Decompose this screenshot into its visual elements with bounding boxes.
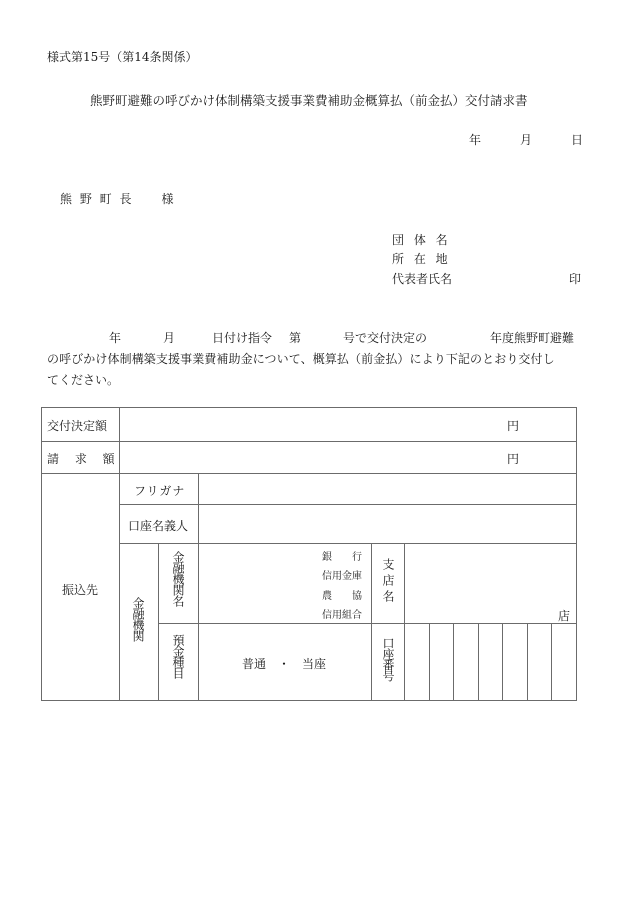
- institution-type-bank: 銀 行: [322, 552, 362, 563]
- institution-type-shinkin: 信用金庫: [322, 571, 362, 582]
- account-number-field[interactable]: [405, 624, 576, 700]
- body-month: 月: [163, 331, 176, 345]
- address-label: 所 在 地: [392, 252, 451, 266]
- org-name-label: 団 体 名: [392, 233, 451, 247]
- document-title: 熊野町避難の呼びかけ体制構築支援事業費補助金概算払（前金払）交付請求書: [90, 93, 528, 108]
- body-directive: 日付け指令: [212, 331, 273, 345]
- seal-mark: 印: [569, 272, 582, 286]
- grant-amount-label: 交付決定額: [47, 419, 108, 433]
- branch-name-label: 支店名: [381, 558, 395, 606]
- date-day: 日: [571, 133, 584, 147]
- transfer-destination-label: 振込先: [62, 583, 99, 597]
- institution-name-label: 金融機関名: [171, 551, 185, 606]
- addressee: 熊 野 町 長 様: [60, 192, 176, 206]
- body-line-2: の呼びかけ体制構築支援事業費補助金について、概算払（前金払）により下記のとおり交付し: [47, 352, 555, 366]
- body-number-prefix: 第: [289, 331, 302, 345]
- furigana-field[interactable]: [199, 474, 576, 504]
- account-holder-field[interactable]: [199, 505, 576, 543]
- date-year: 年: [469, 133, 482, 147]
- account-number-label: 口座番号: [381, 637, 395, 681]
- branch-name-field[interactable]: [405, 544, 576, 623]
- body-year: 年: [109, 331, 122, 345]
- request-amount-yen: 円: [507, 452, 520, 466]
- body-decision: 号で交付決定の: [343, 331, 428, 345]
- deposit-type-options[interactable]: 普通 ・ 当座: [242, 657, 327, 671]
- request-amount-label: 請 求 額: [47, 452, 121, 466]
- institution-type-shinkumi: 信用組合: [322, 610, 362, 621]
- body-line-3: てください。: [47, 373, 120, 387]
- financial-institution-label: 金融機関: [131, 597, 145, 641]
- deposit-type-label: 預金種目: [171, 634, 185, 678]
- grant-amount-yen: 円: [507, 419, 520, 433]
- institution-type-nokyo: 農 協: [322, 591, 362, 602]
- representative-label: 代表者氏名: [392, 272, 453, 286]
- body-fiscal-year: 年度熊野町避難: [490, 331, 575, 345]
- form-number: 様式第15号（第14条関係）: [47, 50, 198, 64]
- furigana-label: フリガナ: [134, 484, 186, 498]
- date-month: 月: [520, 133, 533, 147]
- account-holder-label: 口座名義人: [128, 519, 189, 533]
- branch-suffix: 店: [558, 609, 571, 623]
